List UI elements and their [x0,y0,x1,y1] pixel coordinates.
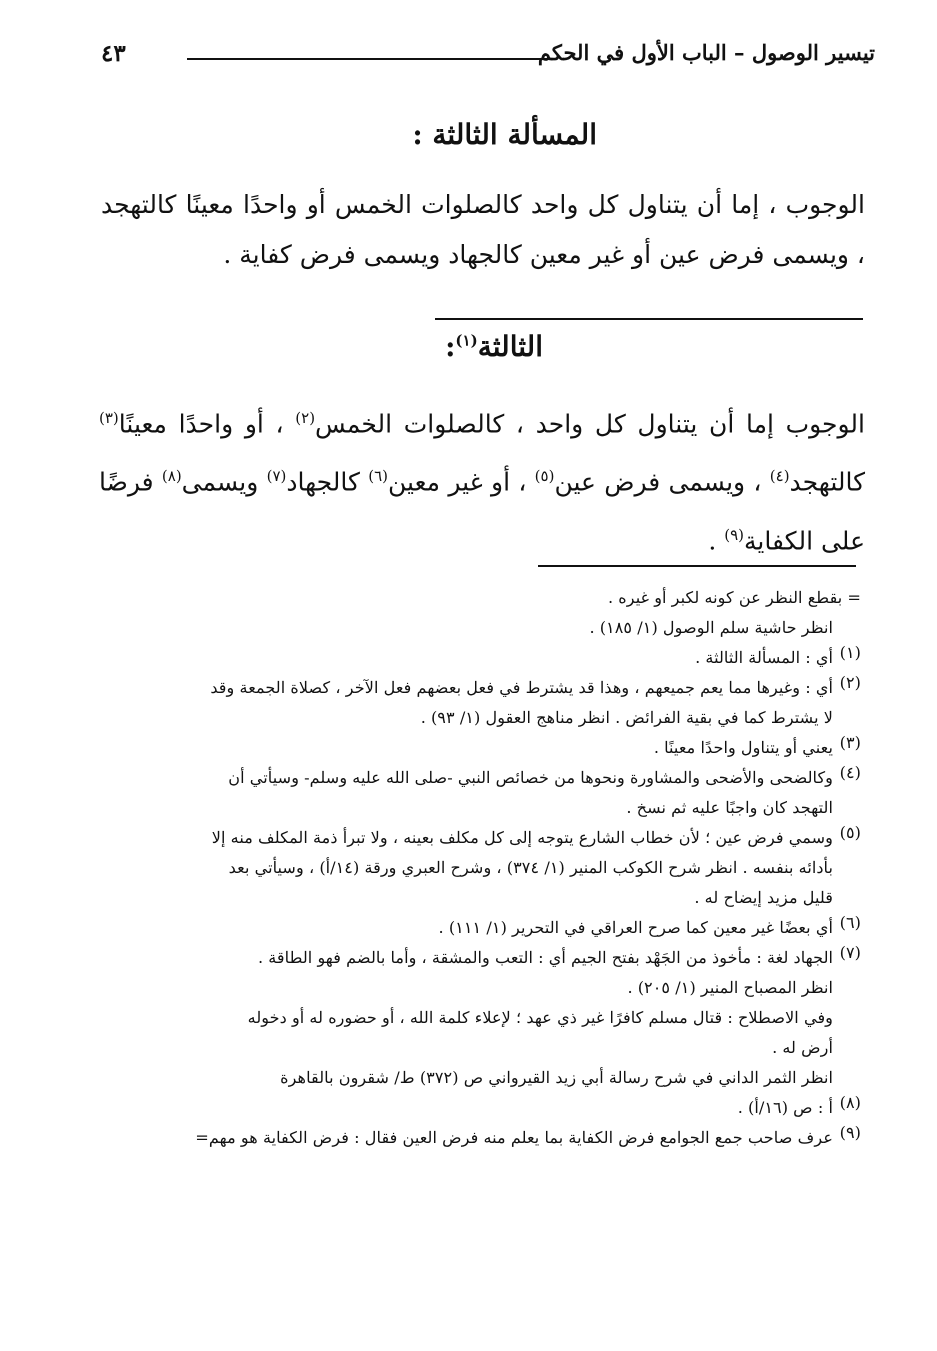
text-run: ويسمى [181,467,267,497]
header-rule [187,58,550,60]
section1-text: الوجوب ، إما أن يتناول كل واحد كالصلوات الخمس أو واحدًا معينًا كالتهجد ، ويسمى فرض عين أو غير معين كالجهاد ويسمى فرض كفاية . [101,190,865,269]
footnote-6 [90,913,861,943]
section2-text [99,392,865,567]
footnote-number: (٩) [839,1123,861,1142]
footnote-marker: (٤) [769,467,790,486]
footnote-number: (٣) [839,733,861,752]
footnote-2 [90,673,861,733]
footnote-number: (٥) [839,823,861,842]
footnote-marker: (٢) [295,409,316,427]
running-header [95,40,875,76]
text-run: فرضًا على الكفاية [99,467,865,555]
footnote-line: أي : وغيرها مما يعم جميعهم ، وهذا قد يشترط في فعل بعضهم فعل الآخر ، كصلاة الجمعة وقد [210,678,833,697]
footnote-marker: (١) [455,331,478,350]
footnote-line: يعني أو يتناول واحدًا معينًا . [653,738,833,757]
footnote-marker: (٣) [99,409,119,427]
text-run: ، أو واحدًا معينًا [118,409,296,439]
footnote-line: التهجد كان واجبًا عليه ثم نسخ . [626,798,833,817]
footnote-line: وسمي فرض عين ؛ لأن خطاب الشارع يتوجه إلى كل مكلف بعينه ، ولا تبرأ ذمة المكلف منه إلا [211,828,833,847]
text-run: الوجوب إما أن يتناول كل واحد ، كالصلوات الخمس [315,409,865,439]
footnote-line: لا يشترط كما في بقية الفرائض . انظر مناهج العقول (١/ ٩٣) . [420,708,833,727]
footnote-marker: (٩) [724,525,745,544]
footnote-number: (٨) [839,1093,861,1112]
footnote-marker: (٨) [161,467,182,486]
footnote-9 [90,1123,861,1153]
footnote-marker: (٧) [266,467,287,486]
footnote-marker: (٦) [368,467,388,486]
footnotes [90,583,861,1153]
footnote-3 [90,733,861,763]
footnote-line: وكالضحى والأضحى والمشاورة ونحوها من خصائص النبي -صلى الله عليه وسلم- وسيأتي أن [228,768,833,787]
footnote-7 [90,943,861,1093]
section1-heading: المسألة الثالثة : [412,118,597,151]
footnote-line: أرض له . [772,1038,833,1057]
footnote-line: انظر المصباح المنير (١/ ٢٠٥) . [627,978,833,997]
footnote-line: الجهاد لغة : مأخوذ من الجَهْد بفتح الجيم أي : التعب والمشقة ، وأما بالضم فهو الطاقة . [257,948,833,967]
footnote-number: (٧) [839,943,861,962]
section-divider [435,318,863,320]
footnote-separator [538,565,856,567]
footnote-continuation-line: = بقطع النظر عن كونه لكبر أو غيره . [608,588,861,607]
footnote-number: (٦) [839,913,861,932]
footnote-line: انظر الثمر الداني في شرح رسالة أبي زيد القيرواني ص (٣٧٢) ط/ شقرون بالقاهرة [280,1068,833,1087]
footnote-8 [90,1093,861,1123]
footnote-number: (١) [839,643,861,662]
footnote-continuation-line: انظر حاشية سلم الوصول (١/ ١٨٥) . [589,618,833,637]
footnote-line: قليل مزيد إيضاح له . [694,888,833,907]
header-title: تيسير الوصول – الباب الأول في الحكم [537,40,875,65]
text-run: ، ويسمى فرض عين [554,467,770,497]
text-run: كالجهاد [286,467,369,497]
footnote-line: عرف صاحب جمع الجوامع فرض الكفاية بما يعلم منه فرض العين فقال : فرض الكفاية هو مهم= [195,1128,833,1147]
footnote-5 [90,823,861,913]
footnote-number: (٤) [839,763,861,782]
footnote-line: بأدائه بنفسه . انظر شرح الكوكب المنير (١/ ٣٧٤) ، وشرح العبري ورقة (١٤/أ) ، وسيأتي بعد [228,858,833,877]
footnote-line: أي : المسألة الثالثة . [695,648,833,667]
footnote-line: وفي الاصطلاح : قتال مسلم كافرًا غير ذي عهد ؛ لإعلاء كلمة الله ، أو حضوره له أو دخوله [247,1008,833,1027]
section2-heading-colon: : [445,330,456,363]
text-run: كالتهجد [789,467,866,497]
footnote-1 [90,643,861,673]
footnote-line: أي بعضًا غير معين كما صرح العراقي في التحرير (١/ ١١١) . [438,918,833,937]
text-run: . [708,525,725,555]
footnote-number: (٢) [839,673,861,692]
footnote-marker: (٥) [534,467,555,486]
footnote-line: أ : ص (١٦/أ) . [737,1098,833,1117]
section2-heading [445,330,543,363]
footnote-4 [90,763,861,823]
text-run: ، أو غير معين [388,467,535,497]
page-number: ٤٣ [101,40,126,67]
section2-heading-text: الثالثة [477,330,543,363]
